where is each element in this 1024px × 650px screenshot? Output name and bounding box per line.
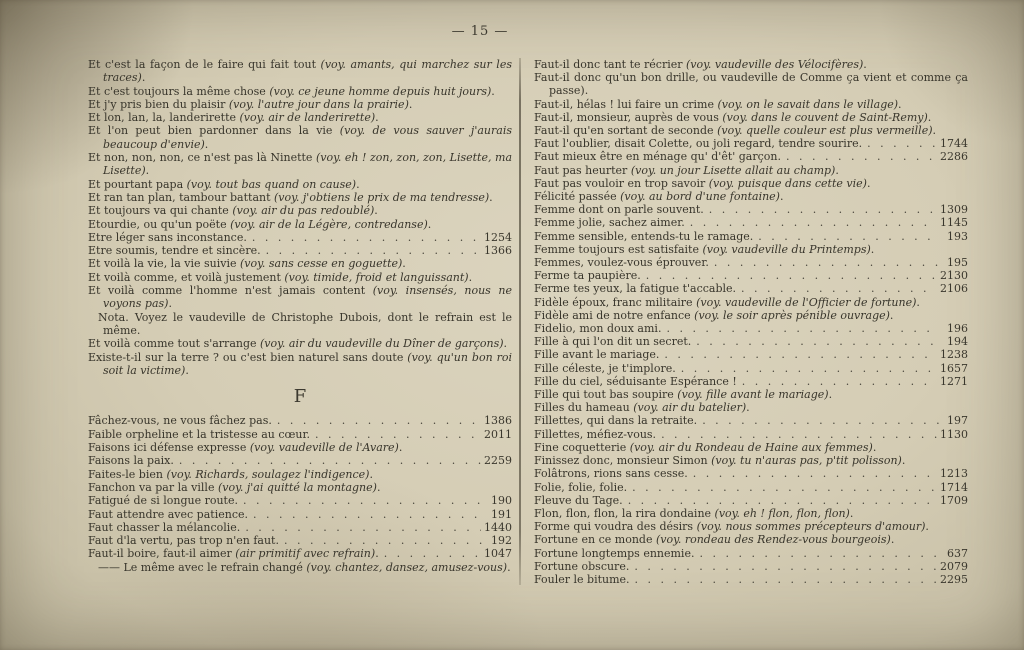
dot-leader: [742, 375, 937, 388]
index-entry: [88, 521, 512, 534]
index-entry: [534, 164, 968, 177]
entry-title: Et voilà comme l'homme n'est jamais content (voy. insensés, nous ne voyons pas).: [88, 284, 512, 311]
dot-leader: [315, 428, 481, 441]
index-entry: [534, 58, 968, 71]
dot-leader: [632, 481, 937, 494]
index-entry: [88, 231, 512, 244]
index-entry: [534, 481, 968, 494]
index-entry: [88, 244, 512, 257]
entry-title: Et ran tan plan, tambour battant (voy. j'obtiens le prix de ma tendresse).: [88, 190, 493, 204]
entry-title: Fille avant le mariage.: [534, 348, 660, 362]
entry-number: 194: [947, 335, 968, 349]
entries-letter-f-continued: [534, 58, 968, 586]
entry-number: 1709: [940, 493, 968, 507]
entry-title: Ferme tes yeux, la fatigue t'accable.: [534, 282, 737, 296]
entry-title: Faites-le bien (voy. Richards, soulagez l'indigence).: [88, 467, 373, 481]
entry-title: Fille qui tout bas soupire (voy. fille avant le mariage).: [534, 388, 833, 402]
index-entry: [534, 124, 968, 137]
entry-title: Folâtrons, rions sans cesse.: [534, 467, 688, 481]
index-entry: [534, 177, 968, 190]
index-entry: [534, 348, 968, 361]
entry-title: Fillettes, méfiez-vous.: [534, 427, 657, 441]
entry-number: 190: [491, 494, 512, 508]
dot-leader: [867, 137, 937, 150]
entry-title: Fâchez-vous, ne vous fâchez pas.: [88, 414, 272, 428]
index-entry: [534, 573, 968, 586]
entry-title: Faut-il donc tant te récrier (voy. vaudeville des Vélocifères).: [534, 58, 867, 71]
dot-leader: [666, 322, 939, 335]
entry-title: Femme toujours est satisfaite (voy. vaudeville du Printemps).: [534, 242, 875, 256]
index-entry: [534, 533, 968, 546]
entry-title: Faible orpheline et la tristesse au cœur.: [88, 427, 311, 441]
dot-leader: [699, 547, 939, 560]
dot-leader: [664, 348, 937, 361]
index-entry: [88, 508, 512, 521]
index-entry: [88, 481, 512, 494]
dot-leader: [714, 256, 939, 269]
dot-leader: [661, 428, 937, 441]
entry-title: Etre soumis, tendre et sincère.: [88, 244, 261, 258]
entry-title: Fouler le bitume.: [534, 572, 630, 586]
entry-title: Faut pas heurter (voy. un jour Lisette allait au champ).: [534, 163, 839, 177]
index-entry: [534, 98, 968, 111]
entry-title: Fleuve du Tage.: [534, 493, 623, 507]
entry-number: 197: [947, 414, 968, 428]
entry-number: 1440: [484, 520, 512, 534]
entry-title: Et voilà comme tout s'arrange (voy. air du vaudeville du Dîner de garçons).: [88, 337, 508, 351]
entry-number: 1744: [940, 137, 968, 151]
entry-number: 1366: [484, 244, 512, 258]
index-entry: [534, 309, 968, 322]
index-entry: [88, 98, 512, 111]
index-entry: [534, 520, 968, 533]
entry-title: Faut mieux être en ménage qu' d'êt' garçon.: [534, 150, 781, 164]
entry-title: Fortune longtemps ennemie.: [534, 546, 695, 560]
entry-title: Et j'y pris bien du plaisir (voy. l'autre jour dans la prairie).: [88, 97, 413, 111]
entry-number: 2286: [940, 150, 968, 164]
entry-title: —— Le même avec le refrain changé (voy. chantez, dansez, amusez-vous).: [98, 560, 511, 574]
index-entry: [88, 311, 512, 338]
index-entry: [534, 150, 968, 163]
entry-title: Faut-il, monsieur, auprès de vous (voy. dans le couvent de Saint-Remy).: [534, 110, 932, 124]
index-entry: [88, 178, 512, 191]
index-entry: [88, 218, 512, 231]
entry-number: 1271: [940, 374, 968, 388]
index-entry: [88, 561, 512, 574]
index-entry: [88, 547, 512, 560]
entry-title: Faut-il qu'en sortant de seconde (voy. quelle couleur est plus vermeille).: [534, 124, 937, 138]
dot-leader: [243, 494, 483, 507]
entry-title: Fille à qui l'on dit un secret.: [534, 335, 692, 349]
entry-title: Existe-t-il sur la terre ? ou c'est bien naturel sans doute (voy. qu'un bon roi soit la victime).: [88, 350, 513, 377]
entry-title: Faut-il, hélas ! lui faire un crime (voy. on le savait dans le village).: [534, 97, 902, 111]
page-number: — 15 —: [451, 24, 509, 39]
index-entry: [534, 296, 968, 309]
entry-number: 2295: [940, 572, 968, 586]
entry-title: Et pourtant papa (voy. tout bas quand on cause).: [88, 177, 360, 191]
index-entry: [534, 269, 968, 282]
entry-title: Fanchon va par la ville (voy. j'ai quitté la montagne).: [88, 480, 381, 494]
dot-leader: [253, 508, 483, 521]
entry-title: Faut chasser la mélancolie.: [88, 520, 241, 534]
entry-number: 1714: [940, 480, 968, 494]
index-entry: [88, 204, 512, 217]
index-entry: [88, 151, 512, 178]
index-entry: [534, 335, 968, 348]
entry-number: 1386: [484, 414, 512, 428]
index-entry: [88, 271, 512, 284]
entry-title: Faut attendre avec patience.: [88, 507, 248, 521]
dot-leader: [634, 560, 937, 573]
entry-number: 1213: [940, 467, 968, 481]
entry-title: Faut l'oublier, disait Colette, ou joli regard, tendre sourire.: [534, 137, 863, 151]
entry-title: Femme jolie, sachez aimer.: [534, 216, 685, 230]
entry-title: Faisons la paix.: [88, 454, 174, 468]
entry-title: Félicité passée (voy. au bord d'une fontaine).: [534, 190, 784, 204]
entry-title: Faut d'la vertu, pas trop n'en faut.: [88, 534, 279, 548]
entry-number: 2079: [940, 559, 968, 573]
entry-title: Faut pas vouloir en trop savoir (voy. puisque dans cette vie).: [534, 176, 871, 190]
entry-title: Et voilà comme, et voilà justement (voy. timide, froid et languissant).: [88, 270, 473, 284]
entry-title: Et non, non, non, ce n'est pas là Ninette (voy. eh ! zon, zon, zon, Lisette, ma Lisette).: [88, 151, 512, 178]
index-entry: [88, 191, 512, 204]
dot-leader: [179, 454, 481, 467]
dot-leader: [284, 534, 483, 547]
dot-leader: [693, 467, 937, 480]
index-entry: [534, 203, 968, 216]
index-entry: [534, 388, 968, 401]
index-entry: [534, 560, 968, 573]
dot-leader: [709, 203, 937, 216]
entry-title: Et c'est la façon de le faire qui fait tout (voy. amants, qui marchez sur les traces).: [88, 58, 512, 85]
index-entry: [534, 467, 968, 480]
entry-title: Fille céleste, je t'implore.: [534, 361, 676, 375]
entry-title: Fortune obscure.: [534, 559, 630, 573]
index-entry: [88, 454, 512, 467]
entry-title: Flon, flon, flon, la rira dondaine (voy. eh ! flon, flon, flon).: [534, 506, 854, 520]
entry-title: Et c'est toujours la même chose (voy. ce jeune homme depuis huit jours).: [88, 84, 495, 98]
entry-number: 637: [947, 546, 968, 560]
entry-number: 195: [947, 256, 968, 270]
index-entry: [88, 441, 512, 454]
dot-leader: [758, 230, 939, 243]
entry-number: 193: [947, 229, 968, 243]
entry-number: 1238: [940, 348, 968, 362]
dot-leader: [245, 521, 481, 534]
entry-title: Femme sensible, entends-tu le ramage.: [534, 229, 754, 243]
column-divider-rule: [519, 58, 521, 585]
entry-title: Filles du hameau (voy. air du batelier).: [534, 401, 750, 415]
index-entry: [534, 414, 968, 427]
section-heading-f: F: [293, 386, 307, 408]
index-entry: [534, 230, 968, 243]
entry-title: Fine coquetterie (voy. air du Rondeau de Haine aux femmes).: [534, 440, 877, 454]
entry-title: Ferme ta paupière.: [534, 269, 641, 283]
index-entry: [88, 85, 512, 98]
entry-number: 1309: [940, 203, 968, 217]
index-entry: [88, 534, 512, 547]
entry-number: 2130: [940, 269, 968, 283]
index-entry: [534, 507, 968, 520]
entry-title: Forme qui voudra des désirs (voy. nous sommes précepteurs d'amour).: [534, 520, 929, 534]
dot-leader: [635, 573, 937, 586]
dot-leader: [628, 494, 937, 507]
entry-title: Et toujours va qui chante (voy. air du pas redoublé).: [88, 204, 378, 218]
index-entry: [534, 190, 968, 203]
index-entry: [88, 58, 512, 85]
index-entry: [534, 111, 968, 124]
dot-leader: [690, 216, 937, 229]
index-entry: [534, 375, 968, 388]
dot-leader: [741, 282, 937, 295]
entry-number: 192: [491, 534, 512, 548]
left-column: [88, 58, 512, 574]
entry-number: 1130: [940, 427, 968, 441]
entry-title: Femmes, voulez-vous éprouver.: [534, 256, 709, 270]
dot-leader: [277, 414, 481, 427]
entry-number: 2011: [484, 427, 512, 441]
index-entry: [88, 284, 512, 311]
dot-leader: [786, 150, 937, 163]
entry-number: 191: [491, 507, 512, 521]
entry-title: Et voilà la vie, la vie suivie (voy. sans cesse en goguette).: [88, 257, 406, 271]
dot-leader: [696, 335, 939, 348]
index-entry: [88, 337, 512, 350]
right-column: [534, 58, 968, 586]
entry-title: Fidèle époux, franc militaire (voy. vaudeville de l'Officier de fortune).: [534, 295, 920, 309]
entry-number: 1145: [940, 216, 968, 230]
dot-leader: [252, 231, 481, 244]
index-entry: [534, 547, 968, 560]
index-entry: [534, 71, 968, 97]
entry-title: Faut-il boire, faut-il aimer (air primitif avec refrain).: [88, 547, 379, 561]
entry-title: Finissez donc, monsieur Simon (voy. tu n'auras pas, p'tit polisson).: [534, 454, 906, 468]
entry-title: Faisons ici défense expresse (voy. vaudeville de l'Avare).: [88, 441, 403, 455]
dot-leader: [266, 244, 481, 257]
index-entry: [534, 137, 968, 150]
index-entry: [88, 124, 512, 151]
index-entry: [534, 454, 968, 467]
entry-number: 2259: [484, 454, 512, 468]
entry-title: Folie, folie, folie.: [534, 480, 628, 494]
index-entry: [534, 243, 968, 256]
dot-leader: [702, 414, 939, 427]
entry-title: Fillettes, qui dans la retraite.: [534, 414, 698, 428]
entry-title: Nota. Voyez le vaudeville de Christophe Dubois, dont le refrain est le même.: [98, 310, 512, 337]
entry-title: Etourdie, ou qu'un poëte (voy. air de la Légère, contredanse).: [88, 217, 432, 231]
entry-title: Fidelio, mon doux ami.: [534, 322, 662, 336]
entry-title: Fille du ciel, séduisante Espérance !: [534, 374, 737, 388]
entry-number: 1657: [940, 361, 968, 375]
index-entry: [88, 414, 512, 427]
entry-number: 1047: [484, 547, 512, 561]
index-entry: [534, 362, 968, 375]
entry-number: 196: [947, 322, 968, 336]
index-entry: [534, 441, 968, 454]
entries-letter-f: [88, 414, 512, 574]
entry-title: Etre léger sans inconstance.: [88, 230, 247, 244]
index-entry: [534, 494, 968, 507]
dot-leader: [681, 362, 937, 375]
index-entry: [88, 351, 512, 378]
index-entry: [534, 216, 968, 229]
entry-title: Faut-il donc qu'un bon drille, ou vaudeville de Comme ça vient et comme ça passe).: [534, 71, 968, 98]
index-entry: [88, 257, 512, 270]
index-entry: [88, 494, 512, 507]
entry-title: Et l'on peut bien pardonner dans la vie (voy. de vous sauver j'aurais beaucoup d'envie).: [88, 124, 512, 151]
index-entry: [534, 282, 968, 295]
dot-leader: [384, 547, 481, 560]
entry-title: Femme dont on parle souvent.: [534, 203, 704, 217]
index-entry: [534, 428, 968, 441]
index-entry: [88, 428, 512, 441]
entry-title: Fidèle ami de notre enfance (voy. le soir après pénible ouvrage).: [534, 308, 894, 322]
entry-title: Fatigué de si longue route.: [88, 494, 238, 508]
entry-title: Et lon, lan, la, landerirette (voy. air de landerirette).: [88, 111, 379, 125]
entries-letter-e: [88, 58, 512, 377]
index-entry: [88, 111, 512, 124]
entry-title: Fortune en ce monde (voy. rondeau des Rendez-vous bourgeois).: [534, 533, 895, 547]
entry-number: 1254: [484, 230, 512, 244]
dot-leader: [646, 269, 937, 282]
index-entry: [534, 401, 968, 414]
index-entry: [534, 256, 968, 269]
index-entry: [88, 468, 512, 481]
entry-number: 2106: [940, 282, 968, 296]
index-entry: [534, 322, 968, 335]
